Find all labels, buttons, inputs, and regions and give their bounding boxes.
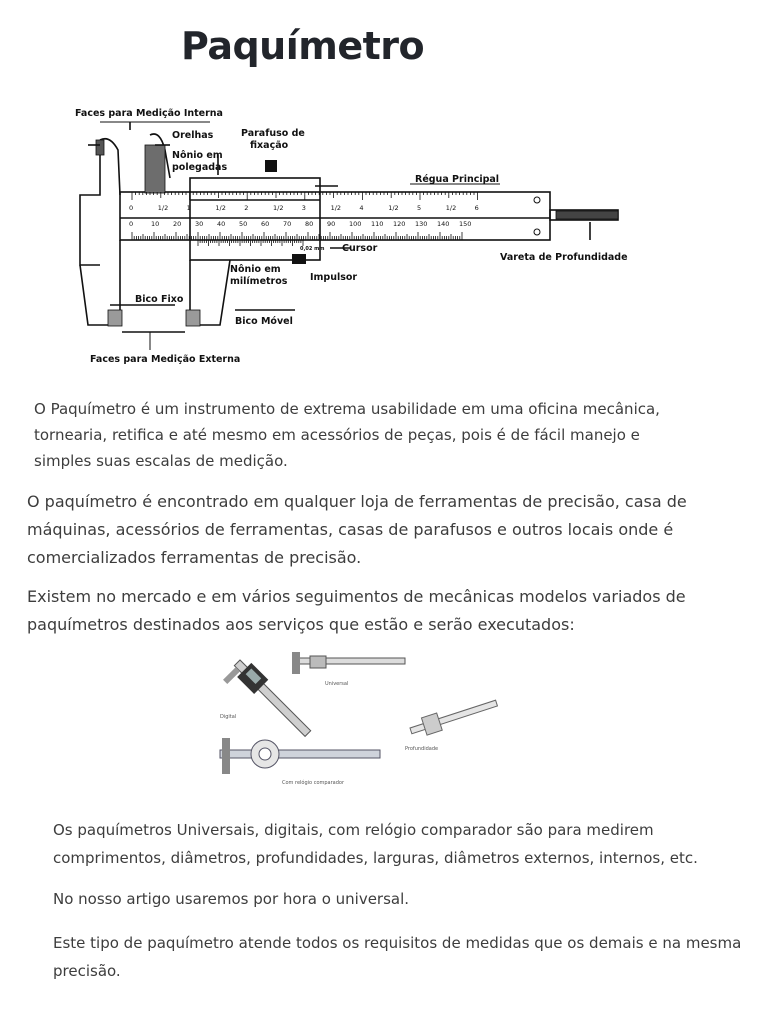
label-impeller: Impulsor: [310, 272, 358, 283]
label-ears: Orelhas: [172, 130, 214, 141]
paragraph-universal: No nosso artigo usaremos por hora o universal.: [53, 890, 410, 908]
inch-tick-label: 1/2: [388, 204, 399, 212]
label-universal: Universal: [325, 681, 349, 687]
inch-tick-label: 1/2: [157, 204, 169, 212]
paragraph-models: Existem no mercado e em vários seguimentos de mecânicas modelos variados de paquímetros destinados aos serviços que estão e serão executados:: [27, 587, 686, 634]
mm-tick-label: 120: [393, 220, 406, 228]
label-depth: Profundidade: [405, 746, 439, 752]
label-resolution: 0,02 mm: [300, 246, 325, 252]
label-screw-1: Parafuso de: [241, 128, 305, 139]
inch-tick-label: 4: [359, 204, 364, 212]
label-mm-vernier-2: milímetros: [230, 276, 288, 287]
paragraph-uses: Os paquímetros Universais, digitais, com relógio comparador são para medirem comprimentos, diâmetros, profundidades, larguras, diâmetros externos, internos, etc.: [53, 821, 698, 867]
caliper-diagram: [60, 100, 700, 370]
inch-tick-label: 0: [129, 204, 134, 212]
label-cursor: Cursor: [342, 243, 378, 254]
label-depth-rod: Vareta de Profundidade: [500, 252, 628, 263]
paragraph-where-to-buy: O paquímetro é encontrado em qualquer loja de ferramentas de precisão, casa de máquinas, acessórios de ferramentas, casas de parafusos e outros locais onde é comercializados ferramentas de precisão.: [27, 492, 687, 567]
label-dial: Com relógio comparador: [282, 780, 345, 786]
label-internal-faces: Faces para Medição Interna: [75, 108, 223, 119]
paragraph-precision: Este tipo de paquímetro atende todos os requisitos de medidas que os demais e na mesma precisão.: [53, 934, 742, 980]
mm-tick-label: 40: [217, 220, 226, 228]
inch-tick-label: 1: [186, 204, 191, 212]
label-inch-vernier-2: polegadas: [172, 162, 228, 173]
caliper-models-image: [200, 640, 520, 800]
mm-tick-label: 70: [283, 220, 292, 228]
mm-tick-label: 110: [371, 220, 384, 228]
inch-tick-label: 3: [301, 204, 306, 212]
mm-tick-label: 10: [151, 220, 160, 228]
mm-tick-label: 30: [195, 220, 204, 228]
inch-tick-label: 1/2: [215, 204, 226, 212]
label-mm-vernier-1: Nônio em: [230, 264, 281, 275]
mm-tick-label: 150: [459, 220, 472, 228]
inch-tick-label: 1/2: [273, 204, 284, 212]
label-fixed-jaw: Bico Fixo: [135, 294, 184, 305]
mm-tick-label: 20: [173, 220, 182, 228]
mm-tick-label: 140: [437, 220, 450, 228]
mm-tick-label: 100: [349, 220, 362, 228]
label-inch-vernier-1: Nônio em: [172, 150, 223, 161]
page-title: Paquímetro: [181, 24, 425, 68]
mm-tick-label: 60: [261, 220, 270, 228]
inch-tick-label: 2: [244, 204, 249, 212]
mm-tick-label: 50: [239, 220, 248, 228]
inch-tick-label: 1/2: [330, 204, 342, 212]
label-digital: Digital: [220, 714, 237, 720]
mm-tick-label: 130: [415, 220, 428, 228]
label-external-faces: Faces para Medição Externa: [90, 354, 241, 365]
label-screw-2: fixação: [250, 140, 289, 151]
inch-tick-label: 1/2: [445, 204, 457, 212]
depth-caliper: [408, 694, 499, 739]
mm-tick-label: 0: [129, 220, 134, 228]
digital-caliper: [222, 656, 315, 749]
mm-tick-label: 90: [327, 220, 336, 228]
label-main-scale: Régua Principal: [415, 174, 500, 185]
dial-caliper: [220, 738, 380, 774]
inch-tick-label: 6: [474, 204, 479, 212]
universal-caliper: [292, 652, 405, 674]
inch-tick-label: 5: [417, 204, 422, 212]
label-movable-jaw: Bico Móvel: [235, 316, 293, 327]
paragraph-intro: O Paquímetro é um instrumento de extrema usabilidade em uma oficina mecânica, tornearia, retifica e até mesmo em acessórios de peças, pois é de fácil manejo e simples suas escalas de medição.: [34, 400, 660, 470]
mm-tick-label: 80: [305, 220, 314, 228]
